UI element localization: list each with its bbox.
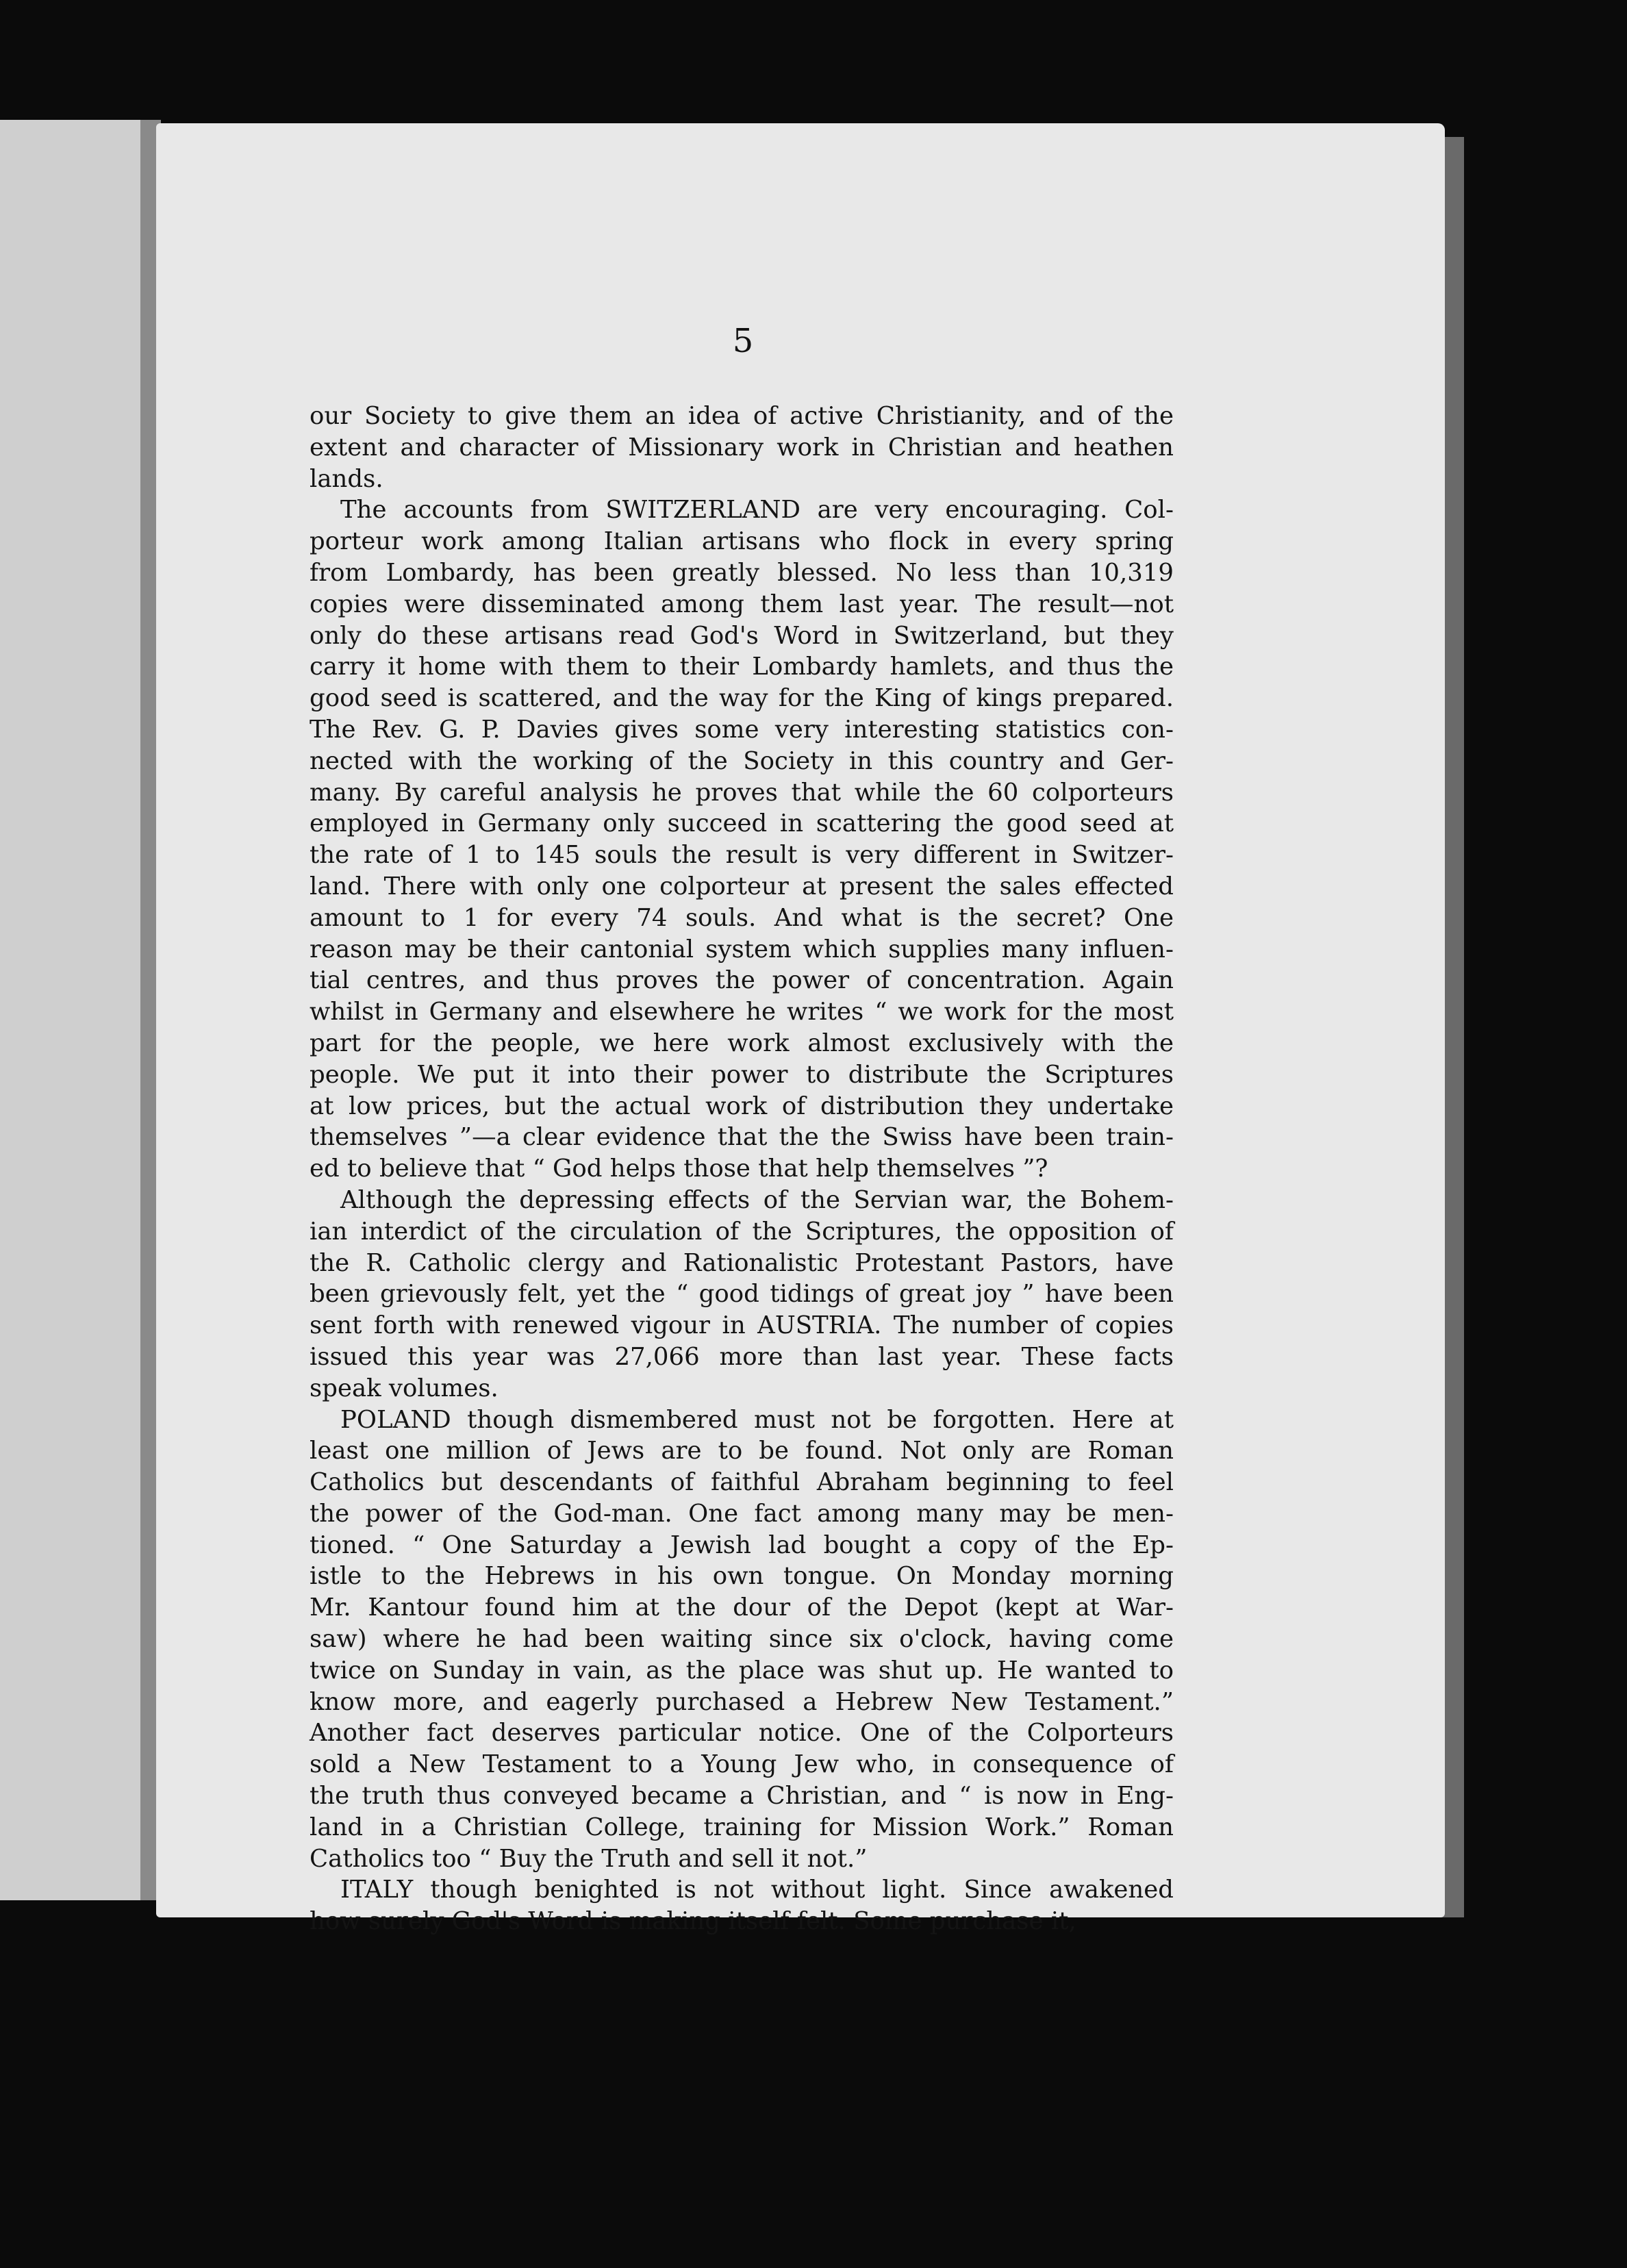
text-line: Another fact deserves particular notice. One of the Colporteurs	[310, 1719, 1174, 1748]
text-line: istle to the Hebrews in his own tongue. On Monday morning	[310, 1562, 1174, 1591]
text-line: sent forth with renewed vigour in AUSTRIA. The number of copies	[310, 1311, 1174, 1340]
text-line: porteur work among Italian artisans who flock in every spring	[310, 527, 1174, 556]
text-line: tial centres, and thus proves the power of concentration. Again	[310, 966, 1174, 995]
paragraph	[310, 1404, 1174, 1875]
text-line: been grievously felt, yet the “ good tidings of great joy ” have been	[310, 1280, 1174, 1309]
text-line: twice on Sunday in vain, as the place was shut up. He wanted to	[310, 1656, 1174, 1685]
text-line: nected with the working of the Society in this country and Ger-	[310, 746, 1174, 775]
paragraph	[310, 494, 1174, 1185]
text-line: ian interdict of the circulation of the Scriptures, the opposition of	[310, 1217, 1174, 1246]
paragraph	[310, 401, 1174, 494]
text-line: the power of the God-man. One fact among many may be men-	[310, 1499, 1174, 1528]
text-line: extent and character of Missionary work in Christian and heathen	[310, 433, 1174, 462]
text-line: at low prices, but the actual work of distribution they undertake	[310, 1092, 1174, 1120]
text-line: speak volumes.	[310, 1374, 499, 1402]
text-line: issued this year was 27,066 more than last year. These facts	[310, 1342, 1174, 1371]
text-line: people. We put it into their power to distribute the Scriptures	[310, 1060, 1174, 1089]
text-line: good seed is scattered, and the way for the King of kings prepared.	[310, 684, 1174, 713]
paragraph	[310, 1185, 1174, 1404]
text-line: our Society to give them an idea of active Christianity, and of the	[310, 402, 1174, 430]
text-line: ed to believe that “ God helps those that help themselves ”?	[310, 1155, 1048, 1183]
text-line: land in a Christian College, training for Mission Work.” Roman	[310, 1813, 1174, 1841]
text-line: Catholics too “ Buy the Truth and sell it not.”	[310, 1844, 868, 1873]
page-number: 5	[732, 322, 754, 360]
text-line: POLAND though dismembered must not be forgotten. Here at	[340, 1405, 1174, 1434]
text-line: amount to 1 for every 74 souls. And what is the secret? One	[310, 903, 1174, 932]
facing-page-edge	[0, 120, 152, 1900]
text-line: least one million of Jews are to be found. Not only are Roman	[310, 1437, 1174, 1465]
text-line: tioned. “ One Saturday a Jewish lad bought a copy of the Ep-	[310, 1530, 1174, 1559]
text-line: The Rev. G. P. Davies gives some very interesting statistics con-	[310, 715, 1174, 744]
text-line: the rate of 1 to 145 souls the result is very different in Switzer-	[310, 841, 1174, 870]
text-line: the truth thus conveyed became a Christian, and “ is now in Eng-	[310, 1782, 1174, 1811]
text-line: sold a New Testament to a Young Jew who, in consequence of	[310, 1750, 1174, 1779]
text-line: themselves ”—a clear evidence that the the Swiss have been train-	[310, 1123, 1174, 1152]
text-line: carry it home with them to their Lombardy hamlets, and thus the	[310, 653, 1174, 681]
text-line: know more, and eagerly purchased a Hebrew New Testament.”	[310, 1687, 1174, 1716]
text-line: reason may be their cantonial system which supplies many influen-	[310, 935, 1174, 963]
text-line: whilst in Germany and elsewhere he writes “ we work for the most	[310, 998, 1174, 1026]
paragraph	[310, 1874, 1174, 1937]
body-text	[310, 401, 1174, 1937]
text-line: Mr. Kantour found him at the dour of the Depot (kept at War-	[310, 1593, 1174, 1622]
text-line: Catholics but descendants of faithful Abraham beginning to feel	[310, 1468, 1174, 1497]
text-line: from Lombardy, has been greatly blessed. No less than 10,319	[310, 558, 1174, 587]
text-line: lands.	[310, 464, 383, 493]
text-line: land. There with only one colporteur at present the sales effected	[310, 872, 1174, 900]
text-line: employed in Germany only succeed in scattering the good seed at	[310, 809, 1174, 838]
text-line: The accounts from SWITZERLAND are very encouraging. Col-	[340, 496, 1174, 525]
text-line: part for the people, we here work almost exclusively with the	[310, 1029, 1174, 1057]
text-line: many. By careful analysis he proves that while the 60 colporteurs	[310, 778, 1174, 807]
text-line: how surely God's Word is making itself felt. Some purchase it,	[310, 1907, 1076, 1936]
text-line: ITALY though benighted is not without light. Since awakened	[340, 1876, 1174, 1904]
text-line: copies were disseminated among them last year. The result—not	[310, 590, 1174, 618]
text-line: saw) where he had been waiting since six o'clock, having come	[310, 1625, 1174, 1654]
text-line: Although the depressing effects of the Servian war, the Bohem-	[340, 1185, 1174, 1214]
text-line: only do these artisans read God's Word in Switzerland, but they	[310, 621, 1174, 650]
text-line: the R. Catholic clergy and Rationalistic Protestant Pastors, have	[310, 1248, 1174, 1277]
